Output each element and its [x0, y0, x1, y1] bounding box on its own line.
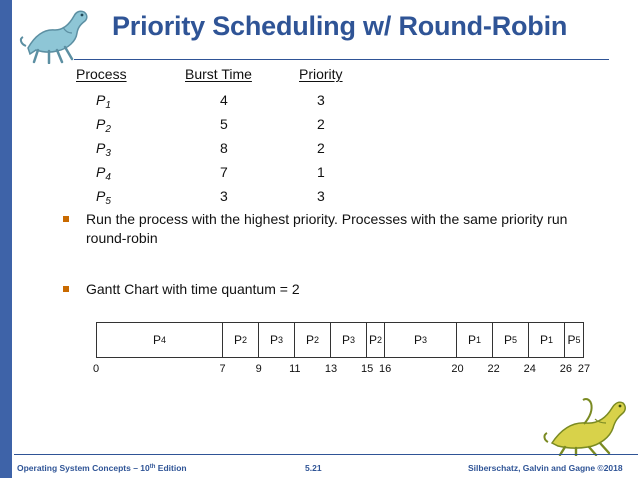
left-accent-bar	[0, 0, 12, 478]
dinosaur-icon	[18, 6, 92, 64]
bullet-text: Run the process with the highest priority. Processes with the same priority run round-robin	[86, 211, 568, 246]
gantt-segment-subscript: 5	[512, 335, 518, 345]
gantt-chart	[96, 322, 584, 358]
gantt-segment-label: P	[369, 333, 378, 347]
gantt-tick-label: 24	[523, 363, 536, 375]
process-cell: $P_1$	[96, 92, 111, 111]
page-title: Priority Scheduling w/ Round-Robin	[112, 11, 568, 41]
gantt-segment-subscript: 2	[314, 335, 320, 345]
gantt-segment	[493, 323, 529, 357]
gantt-segment-subscript: 3	[422, 335, 428, 345]
gantt-segment-subscript: 5	[575, 335, 581, 345]
gantt-segment-label: P	[540, 333, 549, 347]
process-cell: $P_4$	[96, 164, 111, 183]
priority-cell: 3	[317, 188, 325, 204]
gantt-segment	[97, 323, 223, 357]
gantt-segment-subscript: 2	[377, 335, 383, 345]
gantt-segment-subscript: 3	[350, 335, 356, 345]
gantt-segment-label: P	[414, 333, 423, 347]
burst-time-cell: 8	[220, 140, 228, 156]
gantt-segment	[457, 323, 493, 357]
gantt-tick-label: 7	[219, 363, 226, 375]
process-cell: $P_2$	[96, 116, 111, 135]
gantt-time-axis	[92, 363, 591, 379]
title-divider	[74, 59, 609, 60]
burst-time-cell: 7	[220, 164, 228, 180]
table-header-process: Process	[76, 66, 127, 82]
gantt-tick-label: 11	[289, 363, 301, 375]
gantt-segment	[385, 323, 457, 357]
table-header-burst-time: Burst Time	[185, 66, 252, 82]
square-bullet-icon	[63, 286, 69, 292]
gantt-segment	[295, 323, 331, 357]
square-bullet-icon	[63, 216, 69, 222]
table-header-row	[70, 66, 390, 88]
gantt-tick-label: 27	[577, 363, 591, 375]
gantt-segment-label: P	[468, 333, 477, 347]
footer-book-title: Operating System Concepts – 10th Edition	[17, 463, 187, 473]
dinosaur-icon	[542, 388, 632, 456]
gantt-segment-subscript: 2	[242, 335, 248, 345]
bullet-item-priority-rule	[63, 210, 583, 248]
gantt-segment-label: P	[567, 333, 576, 347]
gantt-segment-label: P	[306, 333, 315, 347]
gantt-segment-label: P	[270, 333, 279, 347]
gantt-segment-subscript: 3	[278, 335, 284, 345]
table-row	[70, 140, 390, 164]
priority-cell: 2	[317, 116, 325, 132]
burst-time-cell: 5	[220, 116, 228, 132]
burst-time-cell: 4	[220, 92, 228, 108]
table-row	[70, 188, 390, 212]
gantt-segment-subscript: 4	[161, 335, 167, 345]
gantt-tick-label: 0	[92, 363, 100, 375]
gantt-segment	[529, 323, 565, 357]
gantt-segment	[223, 323, 259, 357]
priority-cell: 2	[317, 140, 325, 156]
process-cell: $P_3$	[96, 140, 111, 159]
gantt-segment-label: P	[152, 333, 161, 347]
gantt-tick-label: 15	[360, 363, 374, 375]
slide-number: 5.21	[305, 463, 322, 473]
gantt-tick-label: 9	[255, 363, 262, 375]
gantt-segment-subscript: 1	[476, 335, 482, 345]
table-row	[70, 164, 390, 188]
burst-time-cell: 3	[220, 188, 228, 204]
gantt-segment	[331, 323, 367, 357]
gantt-segment	[565, 323, 583, 357]
gantt-segment-subscript: 1	[548, 335, 554, 345]
footer-divider	[14, 454, 638, 455]
table-header-priority: Priority	[299, 66, 343, 82]
table-row	[70, 116, 390, 140]
footer-copyright: Silberschatz, Galvin and Gagne ©2018	[468, 463, 623, 473]
gantt-segment	[259, 323, 295, 357]
table-row	[70, 92, 390, 116]
gantt-tick-label: 22	[487, 363, 500, 375]
bullet-text: Gantt Chart with time quantum = 2	[86, 281, 300, 297]
process-table	[70, 66, 390, 212]
gantt-segment	[367, 323, 385, 357]
priority-cell: 1	[317, 164, 325, 180]
gantt-tick-label: 13	[324, 363, 338, 375]
bullet-list	[63, 210, 583, 331]
gantt-segment-label: P	[504, 333, 513, 347]
gantt-tick-label: 20	[451, 363, 464, 375]
gantt-tick-label: 26	[559, 363, 573, 375]
gantt-segment-label: P	[342, 333, 351, 347]
priority-cell: 3	[317, 92, 325, 108]
bullet-item-gantt-chart	[63, 280, 583, 299]
gantt-segment-label: P	[234, 333, 243, 347]
process-cell: $P_5$	[96, 188, 111, 207]
gantt-tick-label: 16	[379, 363, 392, 375]
